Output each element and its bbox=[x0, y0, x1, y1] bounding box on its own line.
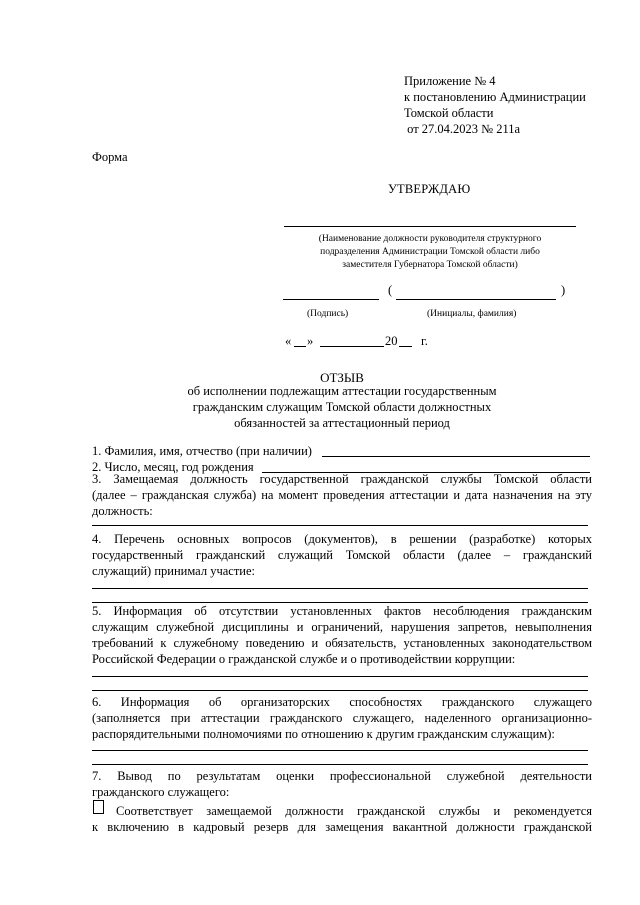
signature-caption: (Подпись) bbox=[307, 309, 349, 319]
initials-line[interactable] bbox=[396, 299, 556, 300]
item-2-label: 2. Число, месяц, год рождения bbox=[92, 460, 254, 474]
item-6-line: (заполняется при аттестации гражданского служащего, наделенного организационно- bbox=[92, 711, 592, 725]
paren-open: ( bbox=[388, 283, 393, 297]
appendix-line: от 27.04.2023 № 211а bbox=[404, 122, 521, 136]
item-3-line: (далее – гражданская служба) на момент проведения аттестации и дата назначения на эту bbox=[92, 488, 592, 502]
date-quote-close: » bbox=[307, 334, 314, 348]
date-day-line[interactable] bbox=[294, 346, 306, 347]
item-7-line: 7. Вывод по результатам оценки профессиональной служебной деятельности bbox=[92, 769, 592, 783]
item-5-line: требований к служебному поведению и обязательств, установленных законодательством bbox=[92, 636, 592, 650]
item-1-label: 1. Фамилия, имя, отчество (при наличии) bbox=[92, 444, 312, 458]
item-5-text bbox=[92, 603, 592, 667]
item-6-field[interactable] bbox=[92, 750, 588, 751]
date-month-line[interactable] bbox=[320, 346, 384, 347]
doc-subtitle bbox=[92, 383, 592, 431]
item-7-line: гражданского служащего: bbox=[92, 785, 230, 799]
appendix-line: Томской области bbox=[404, 106, 494, 120]
position-caption-line: (Наименование должности руководителя структурного bbox=[318, 234, 542, 244]
paren-close: ) bbox=[561, 283, 566, 297]
form-label: Форма bbox=[92, 150, 128, 164]
item-3-line: должность: bbox=[92, 504, 153, 518]
item-5-line: служащим служебной дисциплины и ограничений, нарушения запретов, невыполнения bbox=[92, 620, 592, 634]
item-4-text bbox=[92, 531, 592, 579]
item-4-field[interactable] bbox=[92, 588, 588, 589]
position-caption-line: подразделения Администрации Томской области либо bbox=[320, 247, 540, 257]
approve-title: УТВЕРЖДАЮ bbox=[388, 182, 471, 196]
item-5-field[interactable] bbox=[92, 690, 588, 691]
item-6-field[interactable] bbox=[92, 764, 588, 765]
date-year-line[interactable] bbox=[399, 346, 412, 347]
item-5-line: 5. Информация об отсутствии установленных фактов несоблюдения гражданским bbox=[92, 604, 592, 618]
date-year-prefix: 20 bbox=[385, 334, 398, 348]
item-5-field[interactable] bbox=[92, 676, 588, 677]
initials-caption: (Инициалы, фамилия) bbox=[427, 309, 517, 319]
item-3-text bbox=[92, 471, 592, 519]
position-caption bbox=[284, 233, 576, 272]
option-1-text bbox=[92, 803, 592, 835]
doc-subtitle-line: обязанностей за аттестационный период bbox=[234, 416, 450, 430]
item-4-line: 4. Перечень основных вопросов (документов), в решении (разработке) которых bbox=[92, 532, 592, 546]
doc-title: ОТЗЫВ bbox=[320, 370, 364, 385]
item-6-text bbox=[92, 694, 592, 742]
position-caption-line: заместителя Губернатора Томской области) bbox=[342, 260, 518, 270]
item-4-line: служащий) принимал участие: bbox=[92, 564, 256, 578]
item-1-field[interactable] bbox=[322, 456, 590, 457]
item-7-text bbox=[92, 768, 592, 800]
option-1-line: Соответствует замещаемой должности гражданской службы и рекомендуется bbox=[116, 804, 592, 818]
item-6-line: распорядительными полномочиями по отношению к другим гражданским служащим): bbox=[92, 727, 555, 741]
date-quote-open: « bbox=[285, 334, 292, 348]
appendix-line: к постановлению Администрации bbox=[404, 90, 586, 104]
appendix-block bbox=[404, 73, 624, 137]
item-6-line: 6. Информация об организаторских способностях гражданского служащего bbox=[92, 695, 592, 709]
doc-subtitle-line: об исполнении подлежащим аттестации государственным bbox=[187, 384, 497, 398]
option-1-line: к включению в кадровый резерв для замещения вакантной должности гражданской bbox=[92, 820, 592, 834]
item-5-line: Российской Федерации о гражданской службе и о противодействии коррупции: bbox=[92, 652, 516, 666]
item-3-field[interactable] bbox=[92, 525, 588, 526]
appendix-line: Приложение № 4 bbox=[404, 74, 496, 88]
item-3-line: 3. Замещаемая должность государственной гражданской службы Томской области bbox=[92, 472, 592, 486]
date-year-suffix: г. bbox=[421, 334, 428, 348]
signature-line[interactable] bbox=[283, 299, 379, 300]
item-4-line: государственный гражданский служащий Томской области (далее – гражданский bbox=[92, 548, 592, 562]
position-line[interactable] bbox=[284, 226, 576, 227]
doc-subtitle-line: гражданским служащим Томской области должностных bbox=[192, 400, 492, 414]
